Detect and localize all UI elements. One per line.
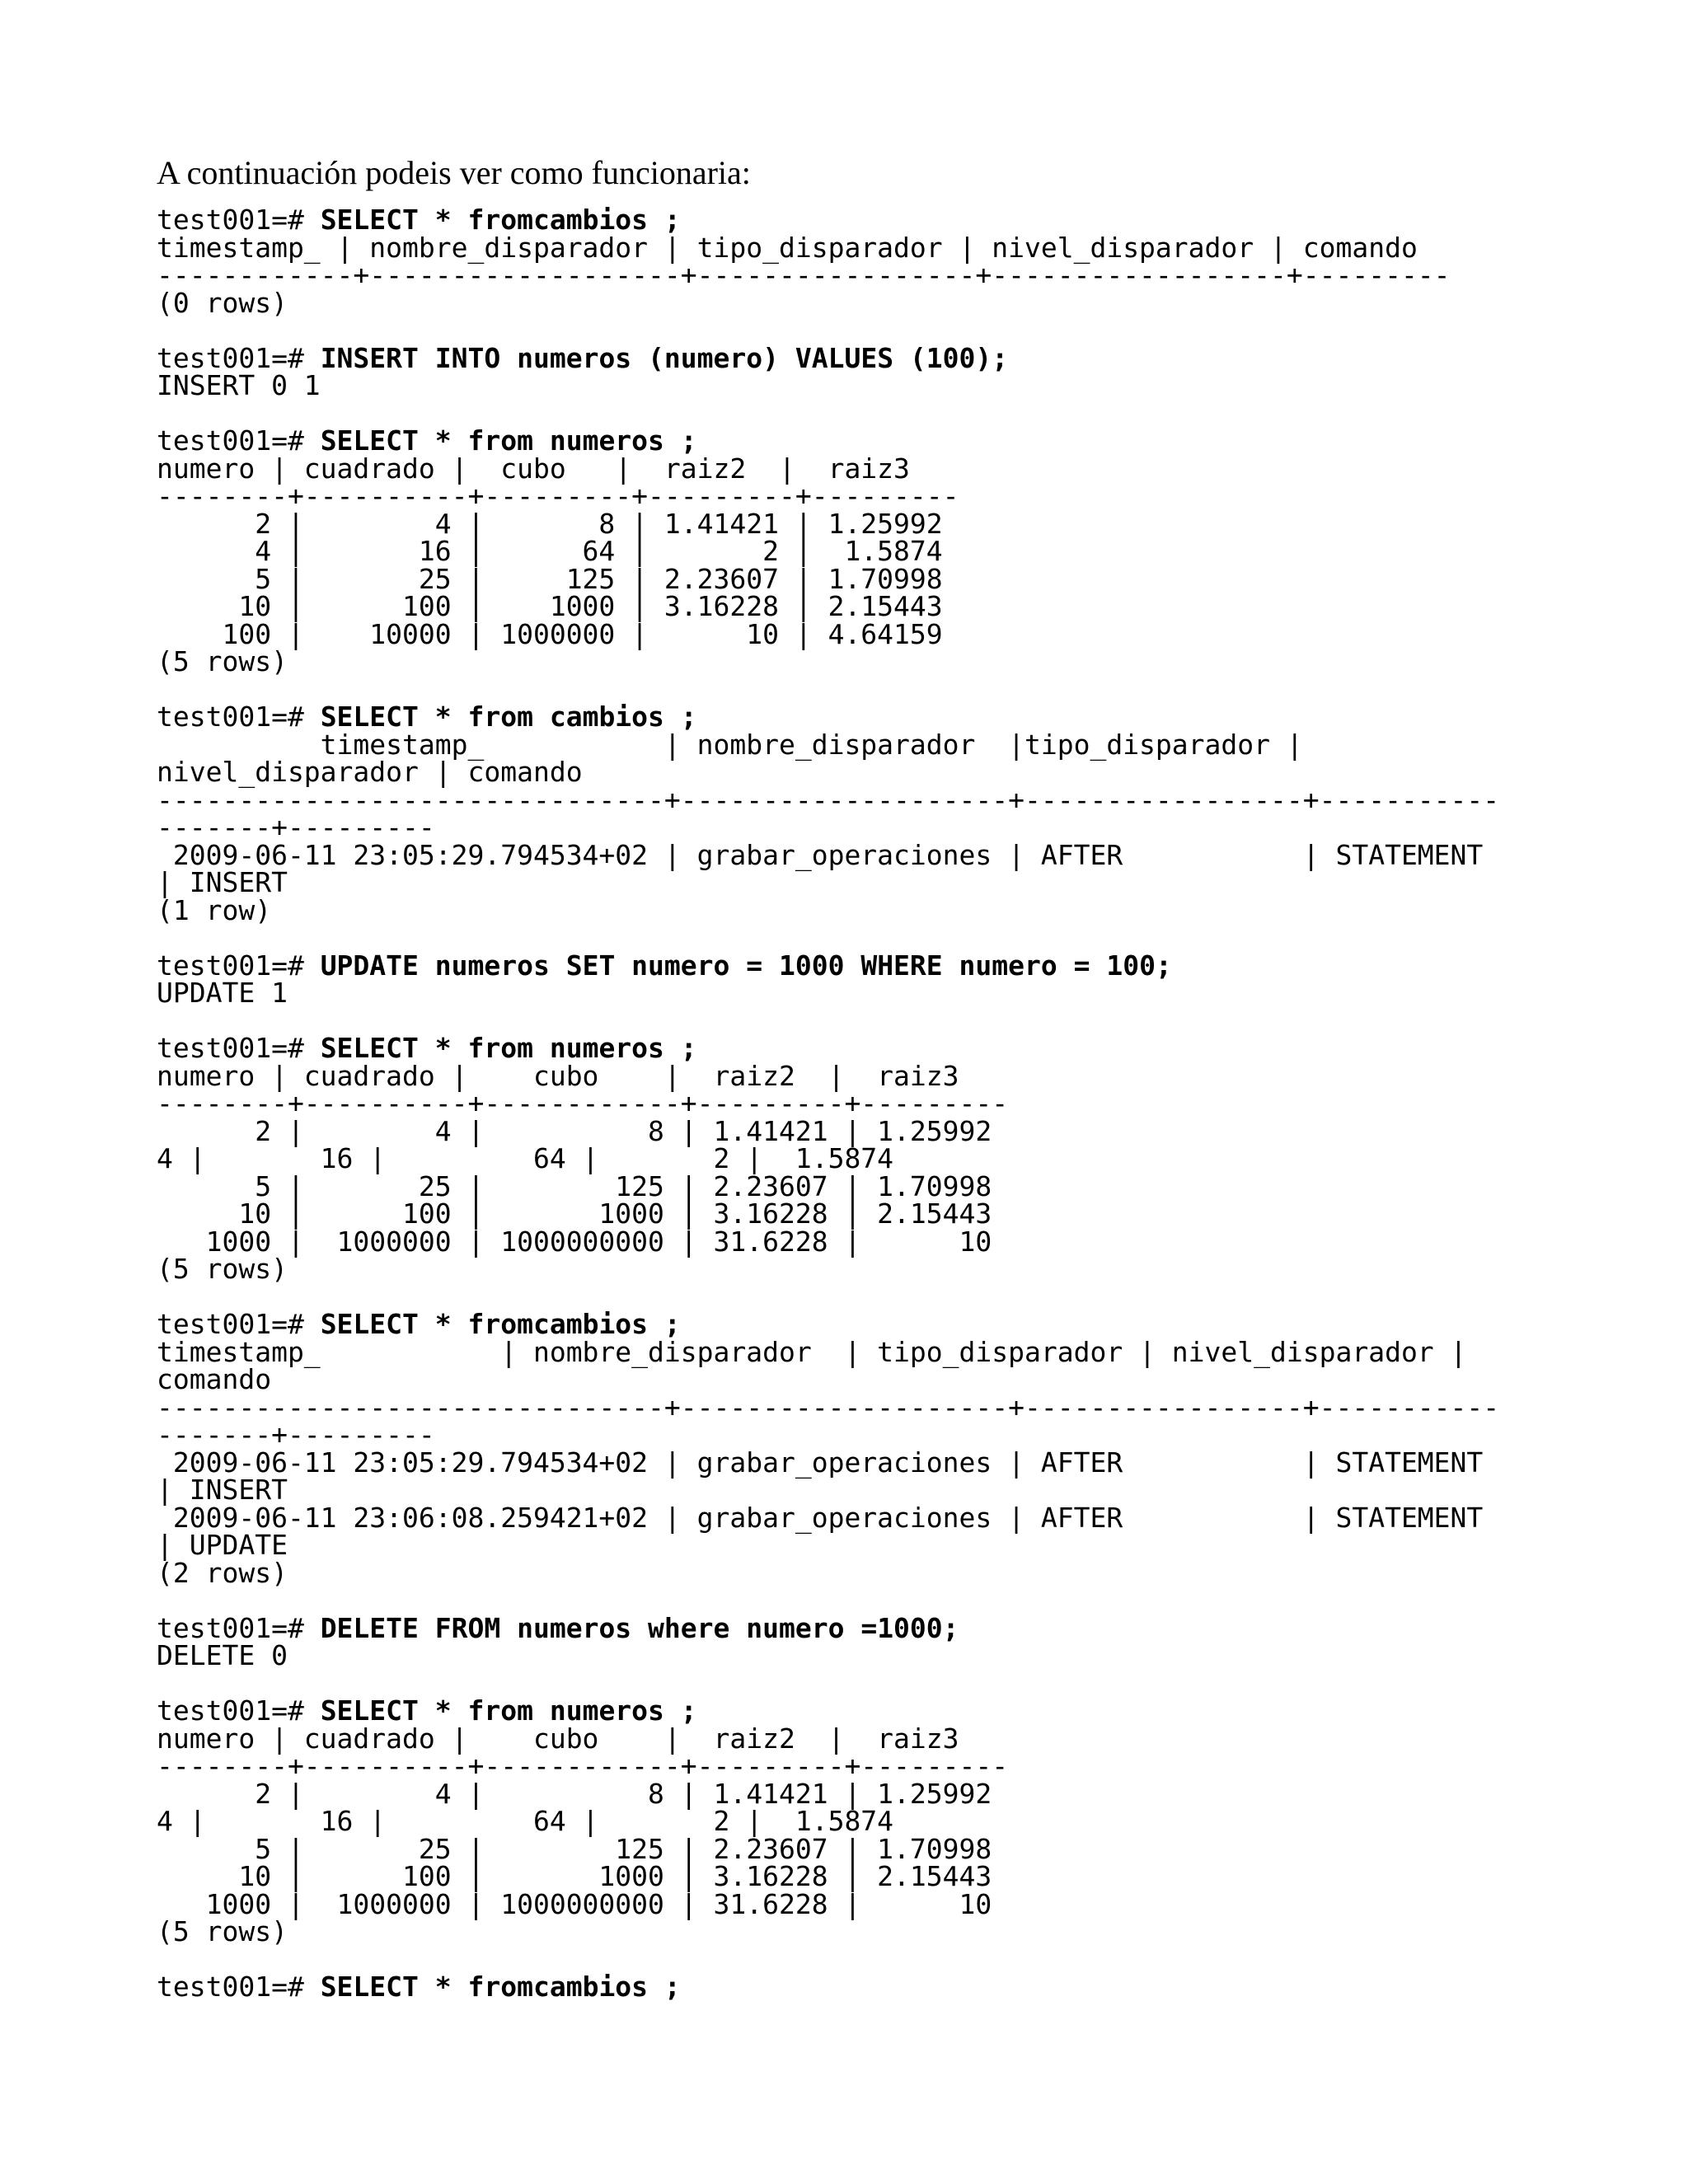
command-line [157,1310,1673,1338]
prompt: test001=# [157,701,321,733]
output-line: 2 | 4 | 8 | 1.41421 | 1.25992 [157,1777,992,1810]
output-line: (5 rows) [157,1915,288,1947]
sql-command: DELETE FROM numeros where numero =1000; [320,1611,959,1644]
output-line: UPDATE 1 [157,977,288,1009]
sql-command: UPDATE numeros SET numero = 1000 WHERE numero = 100; [320,949,1172,982]
output-line: 1000 | 1000000 | 1000000000 | 31.6228 | 10 [157,1887,992,1920]
output-line: timestamp_ | nombre_disparador |tipo_disparador | [157,728,1303,761]
output-line: nivel_disparador | comando [157,756,583,788]
command-line [157,1973,1673,2001]
prompt: test001=# [157,204,321,236]
sql-command: INSERT INTO numeros (numero) VALUES (100); [320,341,1009,374]
output-line: (0 rows) [157,286,288,319]
output-line: --------+----------+------------+---------+--------- [157,1750,1009,1782]
output-line: 2 | 4 | 8 | 1.41421 | 1.25992 [157,1114,992,1147]
output-line: 2009-06-11 23:06:08.259421+02 | grabar_operaciones | AFTER | STATEMENT [157,1501,1484,1534]
prompt: test001=# [157,1032,321,1064]
sql-block [157,1034,1673,1283]
sql-block [157,949,1673,1009]
output-line: 4 | 16 | 64 | 2 | 1.5874 [157,1805,894,1837]
output-line: 2009-06-11 23:05:29.794534+02 | grabar_operaciones | AFTER | STATEMENT [157,838,1484,871]
sql-command: SELECT * from numeros ; [320,1694,697,1727]
output-line: -------+--------- [157,1418,435,1451]
command-line [157,1694,1673,1727]
command-line [157,341,1673,374]
command-line [157,1034,1673,1062]
output-line: timestamp_ | nombre_disparador | tipo_disparador | nivel_disparador | [157,1335,1467,1368]
output-line: numero | cuadrado | cubo | raiz2 | raiz3 [157,1059,959,1092]
output-line: 10 | 100 | 1000 | 3.16228 | 2.15443 [157,590,943,622]
output-line: 2 | 4 | 8 | 1.41421 | 1.25992 [157,507,943,540]
output-line: -------------------------------+--------------------+-----------------+----------- [157,783,1500,816]
command-line [157,949,1673,982]
command-line [157,206,1673,234]
output-line: numero | cuadrado | cubo | raiz2 | raiz3 [157,452,910,485]
intro-paragraph: A continuación podeis ver como funcionaria: [157,154,751,191]
sql-block [157,424,1673,677]
output-line: timestamp_ | nombre_disparador | tipo_disparador | nivel_disparador | comando [157,231,1418,264]
output-line: 4 | 16 | 64 | 2 | 1.5874 [157,1142,894,1174]
psql-session-transcript [157,206,1673,2028]
output-line: (2 rows) [157,1556,288,1589]
prompt: test001=# [157,1611,321,1644]
sql-command: SELECT * fromcambios ; [320,204,681,236]
output-line: 2009-06-11 23:05:29.794534+02 | grabar_operaciones | AFTER | STATEMENT [157,1446,1484,1479]
output-line: DELETE 0 [157,1639,288,1671]
output-line: 10 | 100 | 1000 | 3.16228 | 2.15443 [157,1197,992,1230]
output-line: (5 rows) [157,645,288,677]
output-line: 1000 | 1000000 | 1000000000 | 31.6228 | 10 [157,1225,992,1258]
output-line: numero | cuadrado | cubo | raiz2 | raiz3 [157,1722,959,1755]
prompt: test001=# [157,1694,321,1727]
output-line: 5 | 25 | 125 | 2.23607 | 1.70998 [157,1832,992,1865]
sql-command: SELECT * fromcambios ; [320,1971,681,2003]
sql-block [157,1973,1673,2001]
output-line: 5 | 25 | 125 | 2.23607 | 1.70998 [157,1169,992,1202]
output-line: 100 | 10000 | 1000000 | 10 | 4.64159 [157,617,943,650]
output-line: 4 | 16 | 64 | 2 | 1.5874 [157,535,943,567]
sql-block [157,703,1673,924]
command-line [157,1611,1673,1644]
output-line: ------------+-------------------+-----------------+------------------+--------- [157,259,1451,291]
prompt: test001=# [157,1308,321,1340]
command-line [157,703,1673,731]
sql-block [157,1694,1673,1947]
sql-command: SELECT * from numeros ; [320,424,697,457]
output-line: | INSERT [157,866,288,898]
output-line: (1 row) [157,893,272,926]
prompt: test001=# [157,949,321,982]
output-line: | UPDATE [157,1529,288,1561]
sql-block [157,1611,1673,1671]
output-line: | INSERT [157,1474,288,1506]
output-line: INSERT 0 1 [157,369,321,401]
sql-block [157,1308,1673,1589]
prompt: test001=# [157,1971,321,2003]
sql-command: SELECT * fromcambios ; [320,1308,681,1340]
output-line: comando [157,1363,272,1395]
prompt: test001=# [157,341,321,374]
output-line: (5 rows) [157,1253,288,1285]
prompt: test001=# [157,424,321,457]
sql-command: SELECT * from cambios ; [320,701,697,733]
sql-block [157,204,1673,319]
sql-block [157,341,1673,401]
output-line: --------+----------+---------+---------+--------- [157,480,959,512]
output-line: -------+--------- [157,811,435,843]
sql-command: SELECT * from numeros ; [320,1032,697,1064]
output-line: 5 | 25 | 125 | 2.23607 | 1.70998 [157,562,943,595]
output-line: -------------------------------+--------------------+-----------------+----------- [157,1390,1500,1423]
command-line [157,424,1673,457]
output-line: --------+----------+------------+---------+--------- [157,1087,1009,1119]
output-line: 10 | 100 | 1000 | 3.16228 | 2.15443 [157,1860,992,1892]
